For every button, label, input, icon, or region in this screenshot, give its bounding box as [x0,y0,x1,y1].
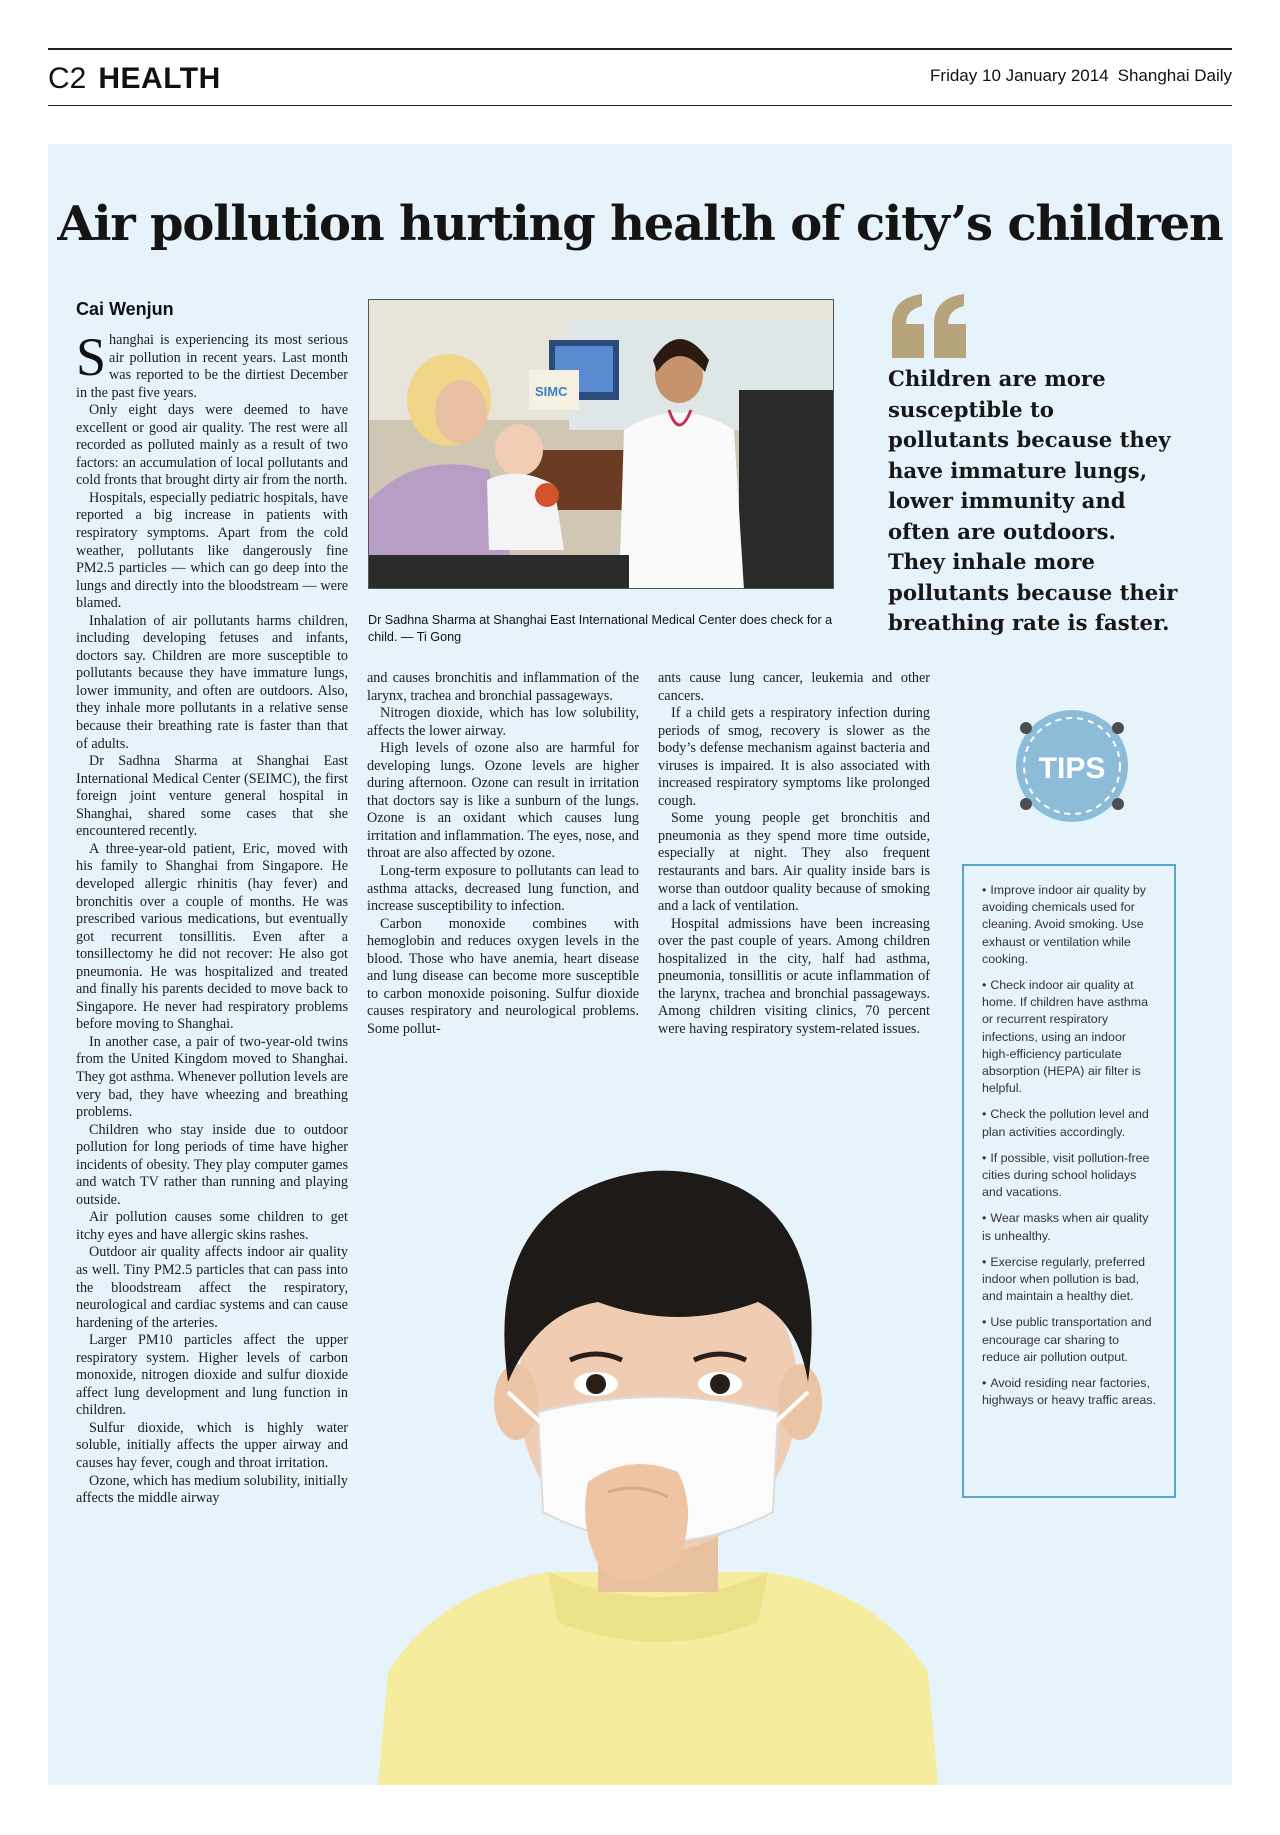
paragraph: If a child gets a respiratory infection during periods of smog, recovery is slower as the body’s defense mechanism against bacteria and viruses is impaired. It is also associated with increased respiratory symptoms like prolonged cough. [658,705,930,809]
boy-with-mask-image [378,1152,938,1785]
tips-badge-label: TIPS [1038,752,1106,785]
dateline [930,66,1232,86]
article-column-1 [76,327,348,1508]
paragraph: Only eight days were deemed to have excellent or good air quality. The rest were all recorded as polluted mainly as a result of two factors: an accumulation of local pollutants and cold fronts that brought dirty air from the north. [76,402,348,489]
headline: Air pollution hurting health of city’s children [57,196,1223,252]
tip-item: • Check indoor air quality at home. If children have asthma or recurrent respiratory infections, using an indoor high-efficiency particulate absorption (HEPA) air filter is helpful. [982,978,1148,1096]
tip-item: • Check the pollution level and plan activities accordingly. [982,1107,1149,1139]
tip-item: • Use public transportation and encourage car sharing to reduce air pollution output. [982,1315,1152,1364]
issue-date: Friday 10 January 2014 [930,66,1109,85]
paragraph: High levels of ozone also are harmful for developing lungs. Ozone levels are higher during afternoon. Ozone can result in irritation that doctors say is like a sunburn of the lungs. Ozone is an oxidant which causes lung irritation and inflammation. The eyes, nose, and throat are also affected by ozone. [367,740,639,862]
quote-mark-icon [890,294,968,362]
paragraph: Carbon monoxide combines with hemoglobin and reduces oxygen levels in the blood. Those who have anemia, heart disease and lung disease can become more susceptible to carbon monoxide poisoning. Sulfur dioxide causes respiratory and neurological problems. Some pollut- [367,915,639,1037]
tips-badge [1006,700,1138,836]
doctor-photo [368,299,834,589]
page-number: C2 [48,62,87,95]
tip-item: • Avoid residing near factories, highways or heavy traffic areas. [982,1376,1157,1408]
paragraph: Children who stay inside due to outdoor pollution for long periods of time have higher incidents of obesity. They play computer games and watch TV rather than running and playing outside. [76,1121,348,1208]
paragraph: Hospital admissions have been increasing over the past couple of years. Among children hospitalized in the city, half had asthma, pneumonia, tonsillitis or acute inflammation of the larynx, trachea and bronchial passageways. Among children visiting clinics, 70 percent were having respiratory system-related issues. [658,915,930,1037]
article-panel [48,144,1232,1785]
paragraph: Some young people get bronchitis and pneumonia as they spend more time outside, especially at night. They also frequent restaurants and bars. Air quality inside bars is worse than outdoor quality because of smoking and a lack of ventilation. [658,810,930,915]
sign-text: SIMC [535,384,568,399]
paragraph: Long-term exposure to pollutants can lead to asthma attacks, decreased lung function, and increase susceptibility to infection. [367,863,639,915]
publication-name: Shanghai Daily [1117,66,1232,85]
photo-caption: Dr Sadhna Sharma at Shanghai East International Medical Center does check for a child. — Ti Gong [368,613,833,644]
article-column-3 [658,670,930,1038]
paragraph: A three-year-old patient, Eric, moved with his family to Shanghai from Singapore. He developed allergic rhinitis (hay fever) and bronchitis over a couple of months. He was prescribed various medications, but eventually got recurrent tonsillitis. Even after a tonsillectomy he did not recover: He also got pneumonia. He was hospitalized and treated and finally his parents decided to move back to Singapore. He never had respiratory problems before moving to Shanghai. [76,840,348,1033]
paragraph: Ozone, which has medium solubility, initially affects the middle airway [76,1472,348,1507]
paragraph: Outdoor air quality affects indoor air quality as well. Tiny PM2.5 particles that can pass into the bloodstream affect the respiratory, neurological and cardiac systems and can cause hardening of the arteries. [76,1244,348,1331]
paragraph: In another case, a pair of two-year-old twins from the United Kingdom moved to Shanghai. They got asthma. Whenever pollution levels are very bad, they have wheezing and breathing problems. [76,1033,348,1121]
tip-item: • If possible, visit pollution-free cities during school holidays and vacations. [982,1150,1150,1200]
paragraph: ants cause lung cancer, leukemia and other cancers. [658,670,930,704]
byline: Cai Wenjun [76,299,174,319]
section-label [48,62,221,96]
paragraph: Shanghai is experiencing its most serious air pollution in recent years. Last month was reported to be the dirtiest December in the past five years. [76,327,348,401]
paragraph: and causes bronchitis and inflammation of the larynx, trachea and bronchial passageways. [367,670,639,704]
paragraph: Inhalation of air pollutants harms children, including developing fetuses and infants, doctors say. Children are more susceptible to pollutants because they have immature lungs, lower immunity, and often are outdoors. Also, they inhale more pollutants in a relative sense because their breathing rate is faster than that of adults. [76,612,348,752]
tip-item: • Exercise regularly, preferred indoor when pollution is bad, and maintain a healthy diet. [982,1254,1146,1304]
tips-list [962,864,1176,1498]
drop-cap: S [76,327,107,387]
section-name: HEALTH [98,62,221,95]
paragraph: Dr Sadhna Sharma at Shanghai East International Medical Center (SEIMC), the first foreign joint venture general hospital in Shanghai, shared some cases that she encountered recently. [76,753,348,840]
pull-quote: Children are more susceptible to pollutants because they have immature lungs, lower immunity and often are outdoors. They inhale more pollutants because their breathing rate is faster. [888,366,1178,635]
tip-item: • Improve indoor air quality by avoiding chemicals used for cleaning. Avoid smoking. Use exhaust or ventilation while cooking. [982,883,1146,966]
paragraph: Hospitals, especially pediatric hospitals, have reported a big increase in patients with respiratory symptoms. Apart from the cold weather, pollutants like dangerously fine PM2.5 particles — which can go deep into the lungs and directly into the bloodstream — were blamed. [76,489,348,612]
paragraph: Air pollution causes some children to get itchy eyes and have allergic skins rashes. [76,1209,348,1243]
page-header [48,48,1232,106]
paragraph: Larger PM10 particles affect the upper respiratory system. Higher levels of carbon monoxide, nitrogen dioxide and sulfur dioxide affect lung development and lung function in children. [76,1332,348,1419]
paragraph: Nitrogen dioxide, which has low solubility, affects the lower airway. [367,705,639,739]
article-column-2 [367,670,639,1038]
tip-item: • Wear masks when air quality is unhealthy. [982,1211,1149,1243]
paragraph: Sulfur dioxide, which is highly water soluble, initially affects the upper airway and causes hay fever, cough and throat irritation. [76,1419,348,1471]
